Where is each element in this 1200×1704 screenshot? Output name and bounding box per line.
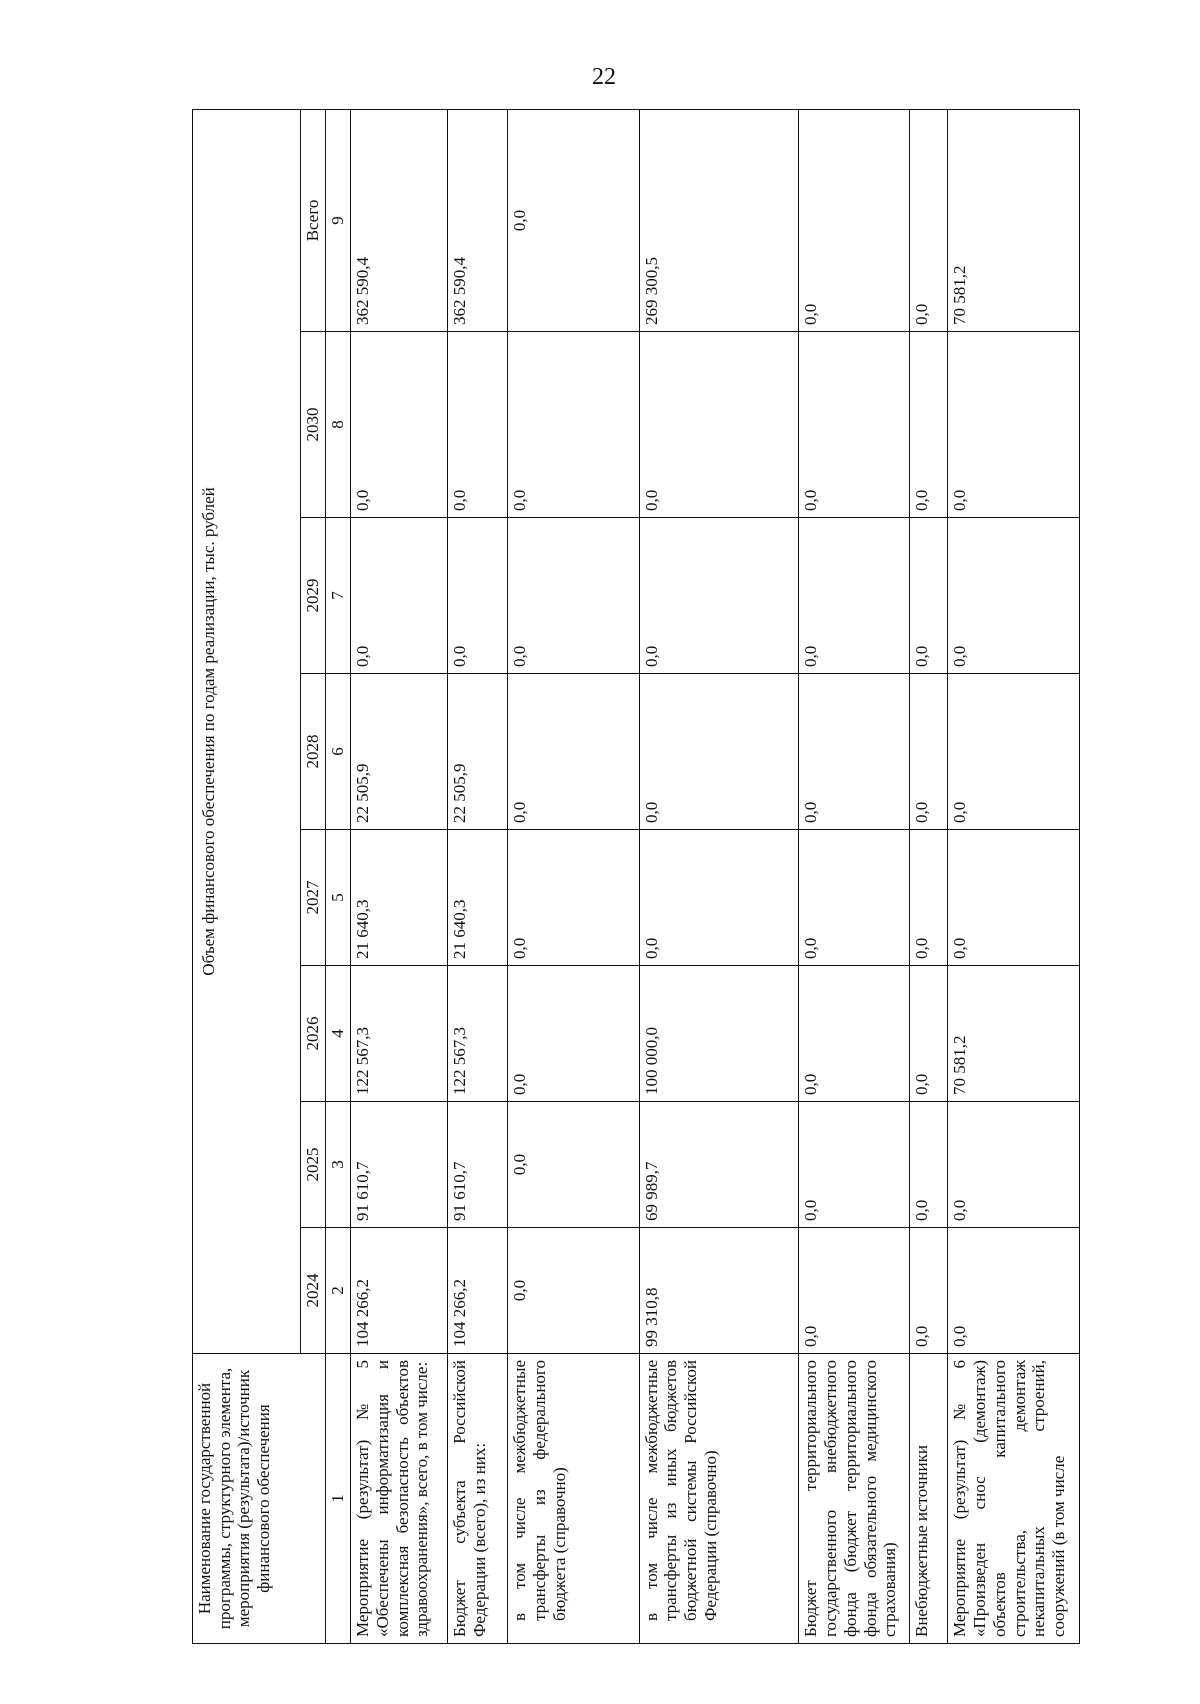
row-name: в том числе межбюджетные трансферты из федерального бюджета (справочно) <box>507 1354 639 1644</box>
row-value: 0,0 <box>947 518 1079 674</box>
row-value: 0,0 <box>909 518 947 674</box>
row-value: 0,0 <box>507 1228 639 1354</box>
row-value: 104 266,2 <box>350 1228 448 1354</box>
column-number: 9 <box>325 109 350 331</box>
row-value: 0,0 <box>798 674 909 830</box>
row-value: 21 640,3 <box>448 830 507 966</box>
row-value: 0,0 <box>798 1228 909 1354</box>
row-value: 0,0 <box>639 674 798 830</box>
row-name: Мероприятие (результат) № 6 «Произведен снос (демонтаж) объектов капитального строительства, демонтаж некапитальных строений, сооружений (в том числе <box>947 1354 1079 1644</box>
row-value: 21 640,3 <box>350 830 448 966</box>
row-value: 0,0 <box>798 518 909 674</box>
column-number: 7 <box>325 518 350 674</box>
row-value: 0,0 <box>507 518 639 674</box>
table-row <box>798 109 909 1643</box>
row-value: 0,0 <box>798 1102 909 1228</box>
total-header: Всего <box>301 109 326 331</box>
row-name: Внебюджетные источники <box>909 1354 947 1644</box>
row-value: 0,0 <box>909 674 947 830</box>
row-value: 0,0 <box>909 830 947 966</box>
volume-header: Объем финансового обеспечения по годам реализации, тыс. рублей <box>193 109 301 1353</box>
row-value: 0,0 <box>350 332 448 518</box>
column-number: 4 <box>325 966 350 1102</box>
name-column-header: Наименование государственной программы, структурного элемента, мероприятия (результата)/источник финансового обеспечения <box>193 1354 326 1644</box>
row-value: 0,0 <box>947 332 1079 518</box>
row-value: 0,0 <box>947 674 1079 830</box>
row-value: 0,0 <box>448 518 507 674</box>
row-value: 22 505,9 <box>448 674 507 830</box>
row-value: 0,0 <box>507 1102 639 1228</box>
row-value: 22 505,9 <box>350 674 448 830</box>
year-header: 2028 <box>301 674 326 830</box>
row-value: 0,0 <box>350 518 448 674</box>
table-row <box>909 109 947 1643</box>
table-row <box>507 109 639 1643</box>
row-value: 122 567,3 <box>350 966 448 1102</box>
year-header: 2030 <box>301 332 326 518</box>
year-header: 2029 <box>301 518 326 674</box>
rotated-table-sheet <box>192 110 1080 1644</box>
column-number: 5 <box>325 830 350 966</box>
table-row <box>639 109 798 1643</box>
row-total: 70 581,2 <box>947 109 1079 331</box>
row-value: 122 567,3 <box>448 966 507 1102</box>
row-value: 0,0 <box>639 830 798 966</box>
year-header: 2024 <box>301 1228 326 1354</box>
row-name: Бюджет субъекта Российской Федерации (всего), из них: <box>448 1354 507 1644</box>
year-header: 2025 <box>301 1102 326 1228</box>
financing-table <box>192 109 1080 1644</box>
row-value: 0,0 <box>909 1228 947 1354</box>
page-number: 22 <box>592 64 616 90</box>
table-row <box>448 109 507 1643</box>
column-number: 6 <box>325 674 350 830</box>
row-value: 69 989,7 <box>639 1102 798 1228</box>
column-number: 2 <box>325 1228 350 1354</box>
year-header: 2026 <box>301 966 326 1102</box>
column-number: 8 <box>325 332 350 518</box>
row-value: 91 610,7 <box>350 1102 448 1228</box>
row-value: 0,0 <box>947 1102 1079 1228</box>
row-value: 0,0 <box>909 332 947 518</box>
row-total: 269 300,5 <box>639 109 798 331</box>
row-value: 0,0 <box>507 830 639 966</box>
row-name: в том числе межбюджетные трансферты из иных бюджетов бюджетной системы Российской Федерации (справочно) <box>639 1354 798 1644</box>
row-total: 362 590,4 <box>350 109 448 331</box>
row-value: 0,0 <box>507 332 639 518</box>
column-number: 1 <box>325 1354 350 1644</box>
table-row <box>350 109 448 1643</box>
row-value: 0,0 <box>507 966 639 1102</box>
row-value: 0,0 <box>947 830 1079 966</box>
table-row <box>947 109 1079 1643</box>
row-value: 0,0 <box>448 332 507 518</box>
row-value: 70 581,2 <box>947 966 1079 1102</box>
row-value: 104 266,2 <box>448 1228 507 1354</box>
row-total: 0,0 <box>909 109 947 331</box>
row-value: 0,0 <box>639 518 798 674</box>
year-header: 2027 <box>301 830 326 966</box>
row-total: 0,0 <box>798 109 909 331</box>
row-value: 0,0 <box>798 830 909 966</box>
row-value: 0,0 <box>639 332 798 518</box>
row-value: 91 610,7 <box>448 1102 507 1228</box>
row-value: 99 310,8 <box>639 1228 798 1354</box>
row-value: 0,0 <box>947 1228 1079 1354</box>
row-name: Бюджет территориального государственного внебюджетного фонда (бюджет территориального фонда обязательного медицинского страхования) <box>798 1354 909 1644</box>
row-value: 0,0 <box>798 332 909 518</box>
row-name: Мероприятие (результат) № 5 «Обеспечены информатизация и комплексная безопасность объектов здравоохранения», всего, в том числе: <box>350 1354 448 1644</box>
row-value: 0,0 <box>909 966 947 1102</box>
row-total: 362 590,4 <box>448 109 507 331</box>
row-value: 0,0 <box>507 674 639 830</box>
row-value: 100 000,0 <box>639 966 798 1102</box>
column-number: 3 <box>325 1102 350 1228</box>
row-value: 0,0 <box>798 966 909 1102</box>
row-total: 0,0 <box>507 109 639 331</box>
row-value: 0,0 <box>909 1102 947 1228</box>
